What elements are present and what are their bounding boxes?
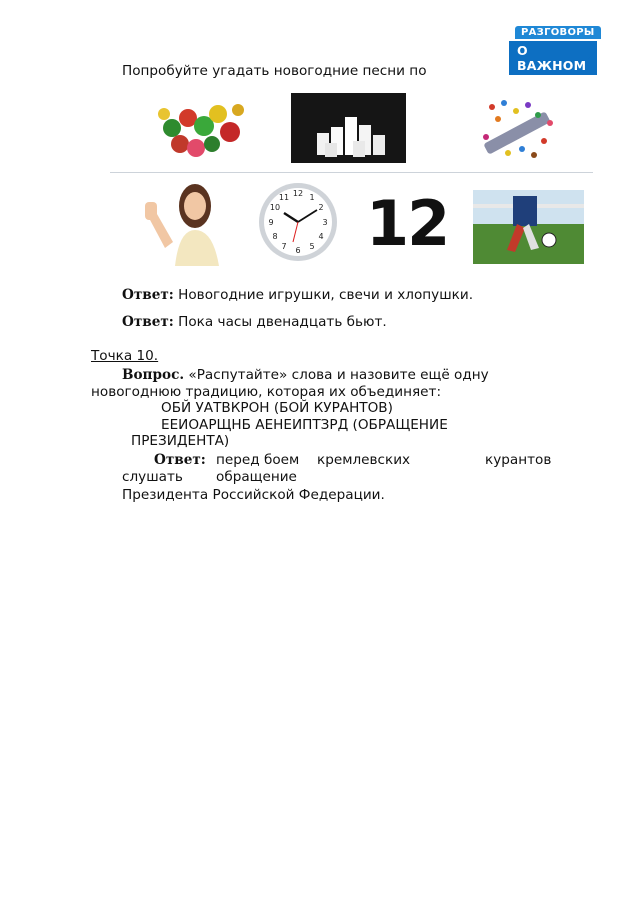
svg-text:2: 2 — [318, 203, 324, 212]
point-10-heading: Точка 10. — [91, 348, 159, 364]
puzzle-1: ОБЙ УАТВКРОН (БОЙ КУРАНТОВ) — [161, 400, 393, 416]
number-twelve: 12 — [366, 187, 449, 260]
football-image — [473, 190, 584, 264]
logo-line-2: О ВАЖНОМ — [509, 41, 597, 75]
answer-2-text: Пока часы двенадцать бьют. — [178, 314, 387, 330]
confetti-image — [472, 93, 559, 165]
logo-line-1: РАЗГОВОРЫ — [515, 26, 601, 39]
question-text-1: «Распутайте» слова и назовите ещё одну — [188, 367, 489, 383]
answer-2-label: Ответ: — [122, 314, 174, 330]
final-answer-word-4: слушать — [122, 469, 183, 485]
answer-1-label: Ответ: — [122, 287, 174, 303]
puzzle-2-line-2: ПРЕЗИДЕНТА) — [131, 433, 230, 449]
svg-text:1: 1 — [309, 193, 315, 202]
svg-text:5: 5 — [309, 242, 315, 251]
final-answer-line-3: Президента Российской Федерации. — [122, 487, 385, 503]
answer-1 — [122, 287, 473, 303]
answer-1-text: Новогодние игрушки, свечи и хлопушки. — [178, 287, 474, 303]
razgovory-logo — [505, 26, 597, 73]
svg-text:9: 9 — [268, 218, 274, 227]
question-label: Вопрос. — [122, 367, 185, 383]
candles-image — [291, 93, 406, 163]
svg-text:7: 7 — [281, 242, 287, 251]
final-answer-word-2: кремлевских — [317, 452, 411, 468]
svg-text:6: 6 — [295, 246, 301, 255]
svg-text:10: 10 — [269, 203, 281, 212]
puzzle-2-line-1: ЕЕИОАРЩНБ АЕНЕИПТЗРД (ОБРАЩЕНИЕ — [161, 417, 448, 433]
intro-text: Попробуйте угадать новогодние песни по — [122, 63, 427, 79]
final-answer-label: Ответ: — [154, 452, 206, 468]
svg-text:11: 11 — [278, 193, 290, 202]
logo-arrow — [588, 41, 597, 59]
row-divider — [110, 172, 593, 173]
answer-2 — [122, 314, 387, 330]
final-answer-word-5: обращение — [216, 469, 297, 485]
question-line-2: новогоднюю традицию, которая их объединяет: — [91, 384, 442, 400]
wall-clock-image — [257, 180, 339, 264]
svg-text:8: 8 — [272, 232, 278, 241]
final-answer-word-3: курантов — [485, 452, 552, 468]
svg-text:12: 12 — [292, 189, 304, 198]
waving-woman-image — [139, 178, 235, 266]
svg-text:4: 4 — [318, 232, 324, 241]
ornaments-image — [150, 98, 250, 163]
question-line-1 — [122, 367, 489, 383]
final-answer-word-1: перед боем — [216, 452, 300, 468]
svg-text:3: 3 — [322, 218, 328, 227]
